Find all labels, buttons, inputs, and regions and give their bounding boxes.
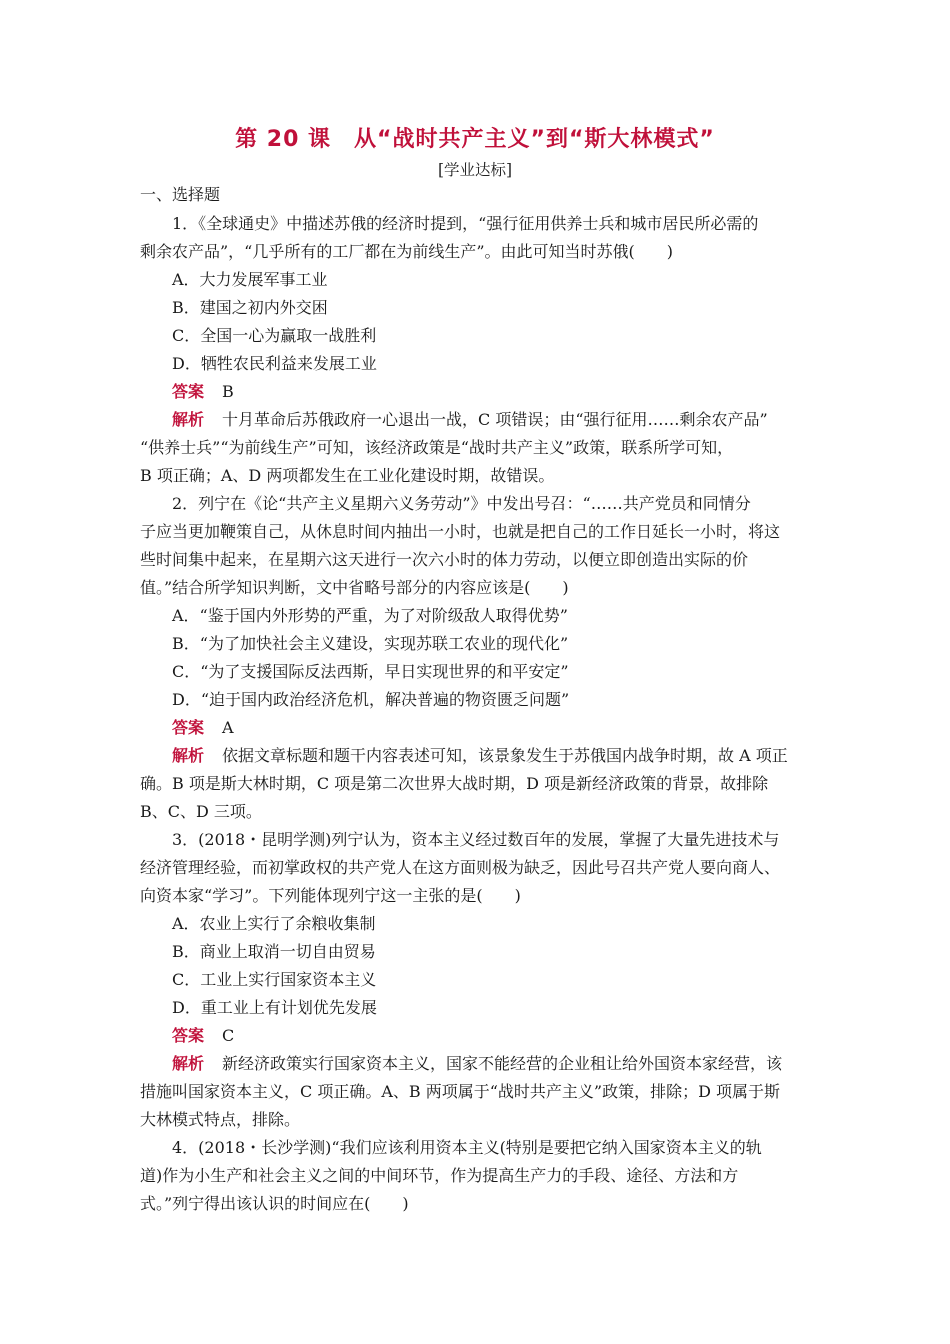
- analysis-label: 解析: [172, 1054, 205, 1073]
- question-2-answer: [172, 717, 234, 739]
- answer-value: B: [222, 382, 234, 401]
- question-3-stem-line-1: 3．(2018・昆明学测)列宁认为，资本主义经过数百年的发展，掌握了大量先进技术与: [172, 830, 780, 849]
- analysis-text: 依据文章标题和题干内容表述可知，该景象发生于苏俄国内战争时期，故 A 项正: [222, 746, 788, 765]
- question-3-analysis-line-3: 大林模式特点，排除。: [140, 1110, 301, 1129]
- lesson-title: 第 20 课 从“战时共产主义”到“斯大林模式”: [235, 127, 715, 152]
- question-1-option-c: C．全国一心为赢取一战胜利: [172, 326, 377, 345]
- question-4-stem-line-3: 式。”列宁得出该认识的时间应在( ): [140, 1194, 409, 1213]
- section-heading: 一、选择题: [140, 185, 221, 204]
- question-3-option-a: A．农业上实行了余粮收集制: [172, 914, 376, 933]
- question-2-option-b: B．“为了加快社会主义建设，实现苏联工农业的现代化”: [172, 634, 569, 653]
- question-3-stem-line-3: 向资本家“学习”。下列能体现列宁这一主张的是( ): [140, 886, 521, 905]
- answer-value: A: [222, 718, 234, 737]
- question-4-stem-line-1: 4．(2018・长沙学测)“我们应该利用资本主义(特别是要把它纳入国家资本主义的轨: [172, 1138, 762, 1157]
- question-2-stem-line-1: 2．列宁在《论“共产主义星期六义务劳动”》中发出号召：“……共产党员和同情分: [172, 494, 751, 513]
- question-3-analysis-line-2: 措施叫国家资本主义，C 项正确。A、B 两项属于“战时共产主义”政策，排除；D 项属于斯: [140, 1082, 781, 1101]
- question-2-option-d: D．“迫于国内政治经济危机，解决普遍的物资匮乏问题”: [172, 690, 570, 709]
- question-1-stem-line-2: 剩余农产品”，“几乎所有的工厂都在为前线生产”。由此可知当时苏俄( ): [140, 242, 674, 261]
- question-3-option-c: C．工业上实行国家资本主义: [172, 970, 377, 989]
- question-1-analysis-line-1: [172, 409, 768, 431]
- question-1-option-d: D．牺牲农民利益来发展工业: [172, 354, 377, 373]
- analysis-label: 解析: [172, 410, 205, 429]
- question-1-stem-line-1: 1．《全球通史》中描述苏俄的经济时提到，“强行征用供养士兵和城市居民所必需的: [172, 214, 759, 233]
- analysis-label: 解析: [172, 746, 205, 765]
- question-2-analysis-line-2: 确。B 项是斯大林时期，C 项是第二次世界大战时期，D 项是新经济政策的背景，故排除: [140, 774, 769, 793]
- analysis-text: 新经济政策实行国家资本主义，国家不能经营的企业租让给外国资本家经营，该: [222, 1054, 783, 1073]
- question-3-analysis-line-1: [172, 1053, 782, 1075]
- answer-value: C: [222, 1026, 235, 1045]
- question-2-option-a: A．“鉴于国内外形势的严重，为了对阶级敌人取得优势”: [172, 606, 568, 625]
- analysis-text: 十月革命后苏俄政府一心退出一战，C 项错误；由“强行征用……剩余农产品”: [222, 410, 768, 429]
- question-2-stem-line-2: 子应当更加鞭策自己，从休息时间内抽出一小时，也就是把自己的工作日延长一小时，将这: [140, 522, 781, 541]
- question-2-analysis-line-3: B、C、D 三项。: [140, 802, 262, 821]
- question-3-option-b: B．商业上取消一切自由贸易: [172, 942, 376, 961]
- question-1-analysis-line-2: “供养士兵”“为前线生产”可知，该经济政策是“战时共产主义”政策，联系所学可知，: [140, 438, 734, 457]
- answer-label: 答案: [172, 1026, 205, 1045]
- question-3-stem-line-2: 经济管理经验，而初掌政权的共产党人在这方面则极为缺乏，因此号召共产党人要向商人、: [140, 858, 781, 877]
- question-2-option-c: C．“为了支援国际反法西斯，早日实现世界的和平安定”: [172, 662, 569, 681]
- question-1-option-a: A．大力发展军事工业: [172, 270, 328, 289]
- section-tag: [学业达标]: [437, 161, 513, 179]
- question-1-analysis-line-3: B 项正确；A、D 两项都发生在工业化建设时期，故错误。: [140, 466, 555, 485]
- question-2-stem-line-3: 些时间集中起来，在星期六这天进行一次六小时的体力劳动，以便立即创造出实际的价: [140, 550, 749, 569]
- answer-label: 答案: [172, 382, 205, 401]
- question-1-answer: [172, 381, 234, 403]
- answer-label: 答案: [172, 718, 205, 737]
- question-2-stem-line-4: 值。”结合所学知识判断，文中省略号部分的内容应该是( ): [140, 578, 569, 597]
- question-4-stem-line-2: 道)作为小生产和社会主义之间的中间环节，作为提高生产力的手段、途径、方法和方: [140, 1166, 739, 1185]
- question-3-option-d: D．重工业上有计划优先发展: [172, 998, 377, 1017]
- question-3-answer: [172, 1025, 234, 1047]
- question-1-option-b: B．建国之初内外交困: [172, 298, 328, 317]
- question-2-analysis-line-1: [172, 745, 788, 767]
